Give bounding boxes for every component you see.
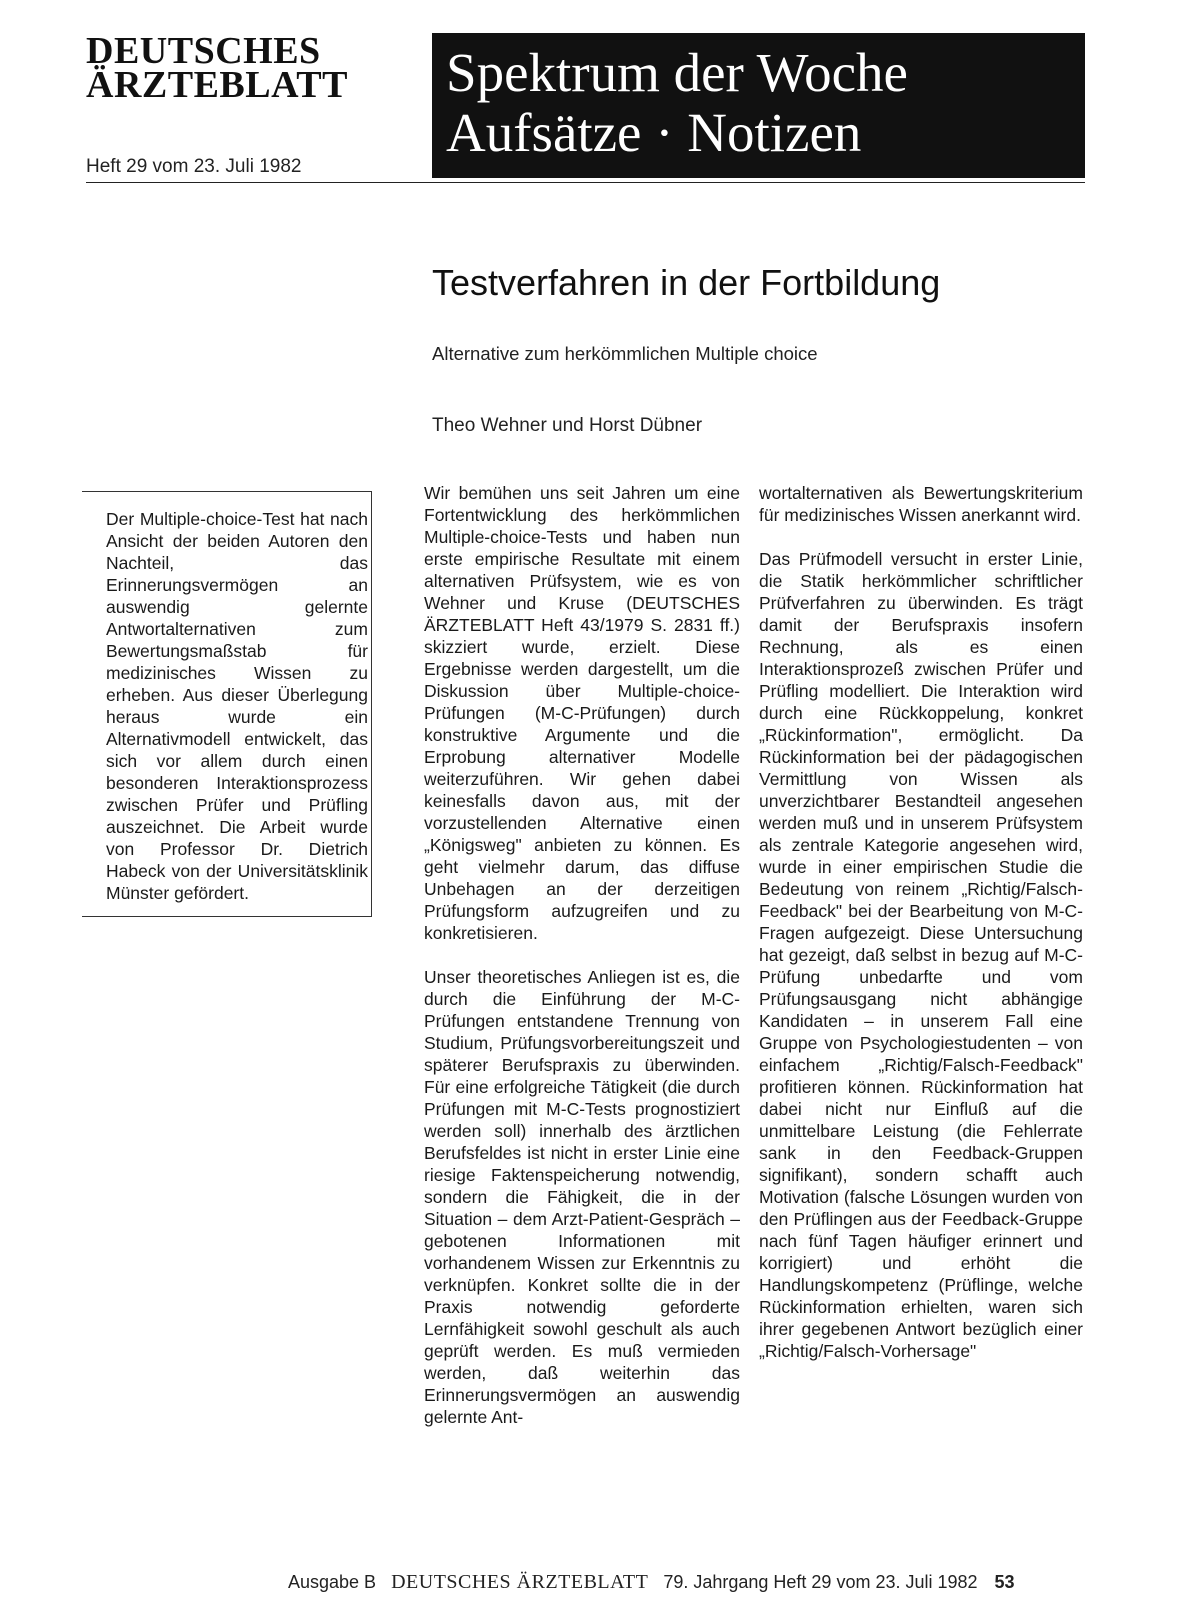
article-subtitle: Alternative zum herkömmlichen Multiple choice: [432, 343, 818, 364]
section-banner: [432, 33, 1085, 178]
paragraph: Das Prüfmodell versucht in erster Linie, die Statik herkömmlicher schriftlicher Prüfverfahren zu überwinden. Es trägt damit der Berufspraxis insofern Rechnung, als es einen Interaktionsprozeß zwischen Prüfer und Prüfling modelliert. Die Interaktion wird durch eine Rückkoppelung, konkret „Rückinformation", ermöglicht. Da Rückinformation bei der pädagogischen Vermittlung von Wissen als unverzichtbarer Bestandteil angesehen werden muß und in unserem Prüfsystem als zentrale Kategorie angesehen wird, wurde in einer empirischen Studie die Bedeutung von reinem „Richtig/Falsch-Feedback" bei der Bearbeitung von M-C-Fragen aufgezeigt. Diese Untersuchung hat gezeigt, daß selbst in bezug auf M-C-Prüfung unbedarfte und vom Prüfungsausgang nicht abhängige Kandidaten – in unserem Fall eine Gruppe von Psychologiestudenten – von einfachem „Richtig/Falsch-Feedback" profitieren können. Rückinformation hat dabei nicht nur Einfluß auf die unmittelbare Leistung (die Fehlerrate sank in den Feedback-Gruppen signifikant), sondern schafft auch Motivation (falsche Lösungen wurden von den Prüflingen aus der Feedback-Gruppe nach fünf Tagen häufiger erinnert und korrigiert) und erhöht die Handlungskompetenz (Prüflinge, welche Rückinformation erhielten, waren sich ihrer gegebenen Antwort bezüglich einer „Richtig/Falsch-Vorhersage": [759, 549, 1083, 1361]
masthead-line2: ÄRZTEBLATT: [86, 64, 348, 106]
masthead-logo: [86, 30, 386, 106]
footer-brand: DEUTSCHES ÄRZTEBLATT: [391, 1571, 649, 1593]
article-title: Testverfahren in der Fortbildung: [432, 262, 941, 303]
paragraph: Wir bemühen uns seit Jahren um eine Fortentwicklung des herkömmlichen Multiple-choice-Tests und haben nun erste empirische Resultate mit einem alternativen Prüfsystem, wie es von Wehner und Kruse (DEUTSCHES ÄRZTEBLATT Heft 43/1979 S. 2831 ff.) skizziert wurde, erzielt. Diese Ergebnisse werden dargestellt, um die Diskussion über Multiple-choice-Prüfungen (M-C-Prüfungen) durch konstruktive Argumente und die Erprobung alternativer Modelle weiterzuführen. Wir gehen dabei keinesfalls davon aus, mit der vorzustellenden Alternative einen „Königsweg" anbieten zu können. Es geht vielmehr darum, das diffuse Unbehagen an der derzeitigen Prüfungsform aufzugreifen und zu konkretisieren.: [424, 483, 740, 943]
footer-edition: Ausgabe B: [288, 1572, 377, 1592]
masthead-line1: DEUTSCHES: [86, 30, 321, 72]
banner-line2: Aufsätze · Notizen: [446, 102, 862, 163]
footer-info: 79. Jahrgang Heft 29 vom 23. Juli 1982: [663, 1572, 978, 1592]
paragraph: wortalternativen als Bewertungskriterium für medizinisches Wissen anerkannt wird.: [759, 483, 1083, 525]
header-divider: [86, 182, 1085, 183]
page-footer: [288, 1571, 1015, 1594]
page-number: 53: [994, 1572, 1015, 1592]
body-column-3: [759, 482, 1083, 1384]
abstract-text: Der Multiple-choice-Test hat nach Ansicht der beiden Autoren den Nachteil, das Erinnerungsvermögen an auswendig gelernte Antwortalternativen zum Bewertungsmaßstab für medizinisches Wissen zu erheben. Aus dieser Überlegung heraus wurde ein Alternativmodell entwickelt, das sich vor allem durch einen besonderen Interaktionsprozess zwischen Prüfer und Prüfling auszeichnet. Die Arbeit wurde von Professor Dr. Dietrich Habeck von der Universitätsklinik Münster gefördert.: [106, 509, 368, 903]
banner-line1: Spektrum der Woche: [446, 42, 908, 103]
body-column-2: [424, 482, 740, 1450]
paragraph: Unser theoretisches Anliegen ist es, die durch die Einführung der M-C-Prüfungen entstandene Trennung von Studium, Prüfungsvorbereitungszeit und späterer Berufspraxis zu überwinden. Für eine erfolgreiche Tätigkeit (die durch Prüfungen mit M-C-Tests prognostiziert werden soll) innerhalb des ärztlichen Berufsfeldes ist nicht in erster Linie eine riesige Faktenspeicherung notwendig, sondern die Fähigkeit, die in der Situation – dem Arzt-Patient-Gespräch – gebotenen Informationen mit vorhandenem Wissen zur Erkenntnis zu verknüpfen. Konkret sollte die in der Praxis notwendig geforderte Lernfähigkeit sowohl geschult als auch geprüft werden. Es muß vermieden werden, daß weiterhin das Erinnerungsvermögen an auswendig gelernte Ant-: [424, 967, 740, 1427]
article-authors: Theo Wehner und Horst Dübner: [432, 415, 703, 436]
issue-date: Heft 29 vom 23. Juli 1982: [86, 156, 302, 177]
